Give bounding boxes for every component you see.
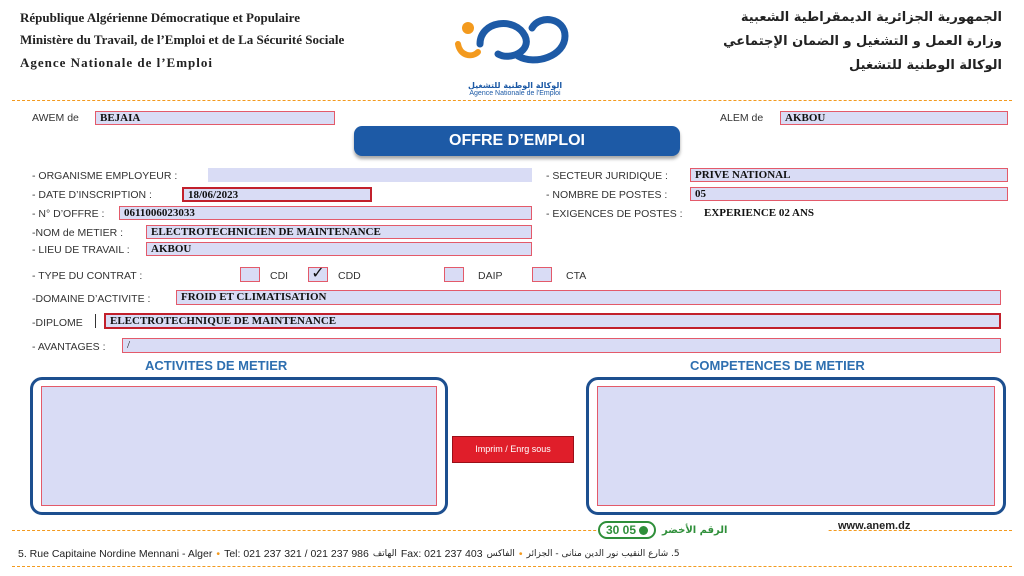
footer-fax-ar: الفاكس	[486, 549, 515, 559]
header-separator	[12, 100, 1012, 101]
checkbox-daip[interactable]	[444, 267, 464, 282]
diplome-field[interactable]: ELECTROTECHNIQUE DE MAINTENANCE	[104, 313, 1001, 329]
daip-label: DAIP	[478, 270, 503, 282]
awem-label: AWEM de	[32, 112, 79, 124]
secteur-field[interactable]: PRIVE NATIONAL	[690, 168, 1008, 182]
activites-textarea[interactable]	[41, 386, 437, 506]
domaine-field[interactable]: FROID ET CLIMATISATION	[176, 290, 1001, 305]
footer-separator-bottom	[12, 566, 1012, 567]
diplome-label: -DIPLOME	[32, 317, 83, 329]
footer-phone-ar: الهاتف	[372, 549, 397, 559]
cta-label: CTA	[566, 270, 587, 282]
green-number-label: الرقم الأخضر	[662, 524, 728, 536]
activites-box	[30, 377, 448, 515]
organisme-label: - ORGANISME EMPLOYEUR :	[32, 170, 178, 182]
nom-metier-label: -NOM de METIER :	[32, 227, 124, 239]
competences-textarea[interactable]	[597, 386, 995, 506]
phone-icon	[639, 526, 648, 535]
footer-address: 5. Rue Capitaine Nordine Mennani - Alger	[18, 548, 213, 560]
cdi-label: CDI	[270, 270, 289, 282]
anem-logo-icon	[440, 6, 590, 76]
nom-metier-field[interactable]: ELECTROTECHNICIEN DE MAINTENANCE	[146, 225, 532, 239]
green-number-badge	[598, 521, 656, 539]
num-offre-label: - N° D’OFFRE :	[32, 208, 105, 220]
logo-text-fr: Agence Nationale de l'Emploi	[469, 90, 561, 97]
footer-fax: Fax: 021 237 403	[400, 548, 483, 560]
footer-address-line	[18, 548, 1008, 560]
diplome-cursor	[95, 314, 96, 328]
avantages-label: - AVANTAGES :	[32, 341, 106, 353]
lieu-travail-field[interactable]: AKBOU	[146, 242, 532, 256]
date-inscription-field[interactable]: 18/06/2023	[182, 187, 372, 202]
header-ar-line2: وزارة العمل و التشغيل و الضمان الإجتماعي	[723, 34, 1002, 49]
header-ar-line1: الجمهورية الجزائرية الديمقراطية الشعبية	[740, 10, 1002, 25]
competences-title: COMPETENCES DE METIER	[690, 358, 865, 373]
nombre-postes-field[interactable]: 05	[690, 187, 1008, 201]
anem-logo	[440, 6, 590, 98]
green-number: 30 05	[606, 523, 637, 537]
footer-address-ar: 5. شارع النقيب نور الدين منانى - الجزائر	[526, 549, 680, 559]
secteur-label: - SECTEUR JURIDIQUE :	[546, 170, 668, 182]
header-fr-line2: Ministère du Travail, de l’Emploi et de La Sécurité Sociale	[20, 32, 345, 47]
footer-tel: Tel: 021 237 321 / 021 237 986	[224, 548, 369, 560]
logo-text-ar: الوكالة الوطنية للتشغيل	[467, 81, 563, 90]
footer-bullet: •	[216, 548, 221, 560]
header-ar-line3: الوكالة الوطنية للتشغيل	[849, 58, 1002, 73]
nombre-postes-label: - NOMBRE DE POSTES :	[546, 189, 668, 201]
alem-label: ALEM de	[720, 112, 764, 124]
header-fr-line3: Agence Nationale de l’Emploi	[20, 55, 214, 70]
header-fr-line1: République Algérienne Démocratique et Populaire	[20, 10, 300, 25]
organisme-field[interactable]	[208, 168, 532, 182]
green-number-block	[598, 521, 828, 539]
exigences-label: - EXIGENCES DE POSTES :	[546, 208, 683, 220]
checkbox-cta[interactable]	[532, 267, 552, 282]
domaine-label: -DOMAINE D’ACTIVITE :	[32, 293, 151, 305]
contrat-label: - TYPE DU CONTRAT :	[32, 270, 143, 282]
lieu-travail-label: - LIEU DE TRAVAIL :	[32, 244, 130, 256]
avantages-field[interactable]: /	[122, 338, 1001, 353]
footer-bullet-2: •	[518, 548, 523, 560]
alem-field[interactable]: AKBOU	[780, 111, 1008, 125]
page-title: OFFRE D’EMPLOI	[354, 126, 680, 156]
checkbox-cdd[interactable]	[308, 267, 328, 282]
website-link[interactable]: www.anem.dz	[838, 520, 911, 532]
competences-box	[586, 377, 1006, 515]
checkbox-cdi[interactable]	[240, 267, 260, 282]
exigences-value[interactable]: EXPERIENCE 02 ANS	[704, 207, 815, 219]
awem-field[interactable]: BEJAIA	[95, 111, 335, 125]
cdd-label: CDD	[338, 270, 361, 282]
checkmark-icon: ✓	[311, 265, 325, 282]
date-inscription-label: - DATE D’INSCRIPTION :	[32, 189, 152, 201]
activites-title: ACTIVITES DE METIER	[145, 358, 288, 373]
print-save-button[interactable]: Imprim / Enrg sous	[452, 436, 574, 463]
num-offre-field[interactable]: 0611006023033	[119, 206, 532, 220]
